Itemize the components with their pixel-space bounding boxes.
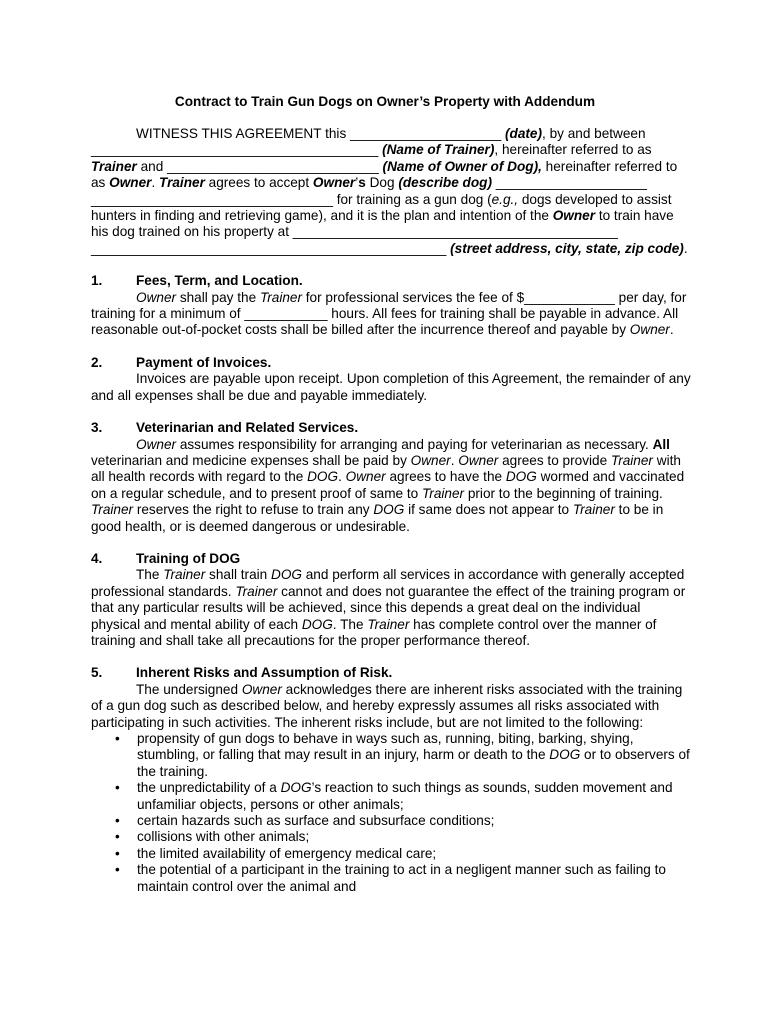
dog-term: DOG <box>549 747 581 763</box>
bullet-icon: • <box>115 813 120 829</box>
list-item <box>91 846 691 862</box>
text-run: . <box>450 452 459 468</box>
intro-text: ____________________ ________________________________ for training as a gun dog ( <box>91 175 647 207</box>
section-payment <box>91 355 691 404</box>
section-heading <box>91 355 691 371</box>
bullet-icon: • <box>115 862 120 878</box>
trainer-term: Trainer <box>235 583 278 599</box>
trainer-term: Trainer <box>422 485 465 501</box>
section-heading <box>91 551 691 567</box>
trainer-term: Trainer <box>259 289 302 305</box>
text-run: . <box>338 469 346 485</box>
owner-term: Owner <box>629 322 670 338</box>
section-text: Invoices are payable upon receipt. Upon completion of this Agreement, the remainder of any and all expenses shall be due and payable immediately. <box>91 371 691 403</box>
text-run: if same does not appear to <box>404 502 573 518</box>
intro-text: . <box>151 175 160 191</box>
trainer-term: Trainer <box>159 175 205 191</box>
trainer-name-label: (Name of Trainer) <box>382 142 495 158</box>
trainer-term: Trainer <box>367 616 410 632</box>
section-heading <box>91 420 691 436</box>
section-number: 5. <box>91 665 103 681</box>
text-run: agrees to have the <box>385 469 506 485</box>
section-title: Payment of Invoices. <box>136 354 272 370</box>
date-field-label: (date) <box>505 126 543 141</box>
owner-name-label: (Name of Owner of Dog), <box>382 158 542 174</box>
intro-text: WITNESS THIS AGREEMENT this ____________________ <box>136 126 505 141</box>
section-title: Veterinarian and Related Services. <box>136 420 359 436</box>
text-run: wormed and vaccinated on a regular schedule, and to present proof of same to <box>91 469 685 501</box>
text-run: ’s reaction to such things as sounds, sudden movement and unfamiliar objects, persons or other animals; <box>137 780 673 812</box>
intro-text: dogs developed to assist hunters in finding and retrieving game), and it is the plan and intention of the <box>91 191 672 224</box>
intro-text: , hereinafter referred to as <box>494 142 652 158</box>
owner-term: Owner <box>410 452 451 468</box>
intro-text: e.g., <box>491 191 519 207</box>
text-run: cannot and does not guarantee the effect of the training program or that any particular results will be achieved, since this depends a great deal on the individual physical and mental ability of each <box>91 583 686 632</box>
intro-text: Dog <box>365 175 399 191</box>
text-run: collisions with other animals; <box>137 829 310 845</box>
section-heading <box>91 665 691 681</box>
owner-term: Owner <box>312 175 356 191</box>
owner-term: Owner <box>136 436 177 452</box>
text-run: to be in good health, or is deemed dangerous or undesirable. <box>91 502 664 534</box>
section-text <box>91 437 691 535</box>
document-body <box>91 126 691 895</box>
section-text <box>91 290 691 339</box>
owner-term: Owner <box>136 289 177 305</box>
text-run: certain hazards such as surface and subsurface conditions; <box>137 813 495 829</box>
text-run: reserves the right to refuse to train any <box>133 502 374 518</box>
section-title: Inherent Risks and Assumption of Risk. <box>136 665 393 681</box>
trainer-term: Trainer <box>572 502 615 518</box>
list-item <box>91 829 691 845</box>
list-item <box>91 813 691 829</box>
intro-text: hereinafter referred to as <box>91 158 678 191</box>
section-text <box>91 567 691 649</box>
document-title: Contract to Train Gun Dogs on Owner’s Property with Addendum <box>174 94 596 109</box>
text-run: has complete control over the manner of training and shall take all precautions for the proper performance thereof. <box>91 616 657 648</box>
text-run: All <box>652 436 670 452</box>
text-run: the limited availability of emergency medical care; <box>137 845 437 861</box>
intro-text: ’ <box>355 175 359 191</box>
dog-term: DOG <box>307 469 339 485</box>
dog-term: DOG <box>280 780 312 796</box>
owner-term: Owner <box>345 469 386 485</box>
text-run: The undersigned <box>136 681 242 697</box>
section-training <box>91 551 691 649</box>
dog-term: DOG <box>505 469 537 485</box>
text-run: assumes responsibility for arranging and paying for veterinarian as necessary. <box>176 436 653 452</box>
section-title: Training of DOG <box>136 550 241 566</box>
text-run: . <box>669 322 674 338</box>
text-run: propensity of gun dogs to behave in ways such as, running, biting, barking, shying, stumbling, or falling that may result in an injury, harm or death to the <box>137 731 634 763</box>
text-run: with all health records with regard to the <box>91 452 681 485</box>
text-run: . The <box>332 616 368 632</box>
bullet-icon: • <box>115 780 120 796</box>
section-veterinarian <box>91 420 691 535</box>
section-number: 4. <box>91 550 103 566</box>
section-number: 1. <box>91 273 103 289</box>
text-run: agrees to provide <box>498 452 611 468</box>
intro-paragraph <box>91 126 691 257</box>
section-fees <box>91 273 691 339</box>
text-run: prior to the beginning of training. <box>464 485 663 501</box>
section-risks <box>91 665 691 895</box>
describe-dog-label: (describe dog) <box>398 175 492 191</box>
bullet-icon: • <box>115 845 120 861</box>
trainer-term: Trainer <box>163 567 206 583</box>
bullet-icon: • <box>115 731 120 746</box>
list-item <box>91 731 691 780</box>
text-run: and perform all services in accordance with generally accepted professional standards. <box>91 567 685 599</box>
section-heading <box>91 273 691 289</box>
text-run: the potential of a participant in the training to act in a negligent manner such as failing to maintain control over the animal and <box>137 862 666 894</box>
address-label: (street address, city, state, zip code) <box>450 240 684 256</box>
dog-term: DOG <box>301 616 333 632</box>
text-run: the unpredictability of a <box>137 780 281 796</box>
owner-term: Owner <box>241 681 282 697</box>
section-number: 3. <box>91 420 103 436</box>
bullet-icon: • <box>115 829 120 845</box>
owner-term: Owner <box>552 208 596 224</box>
risk-list <box>91 731 691 895</box>
intro-text: . <box>683 240 688 256</box>
text-run: or to observers of the training. <box>137 747 690 779</box>
intro-text: to train have his dog trained on his property at ___________________________________________ _______________________________________________ <box>91 208 674 256</box>
owner-term: Owner <box>109 175 152 191</box>
text-run: veterinarian and medicine expenses shall be paid by <box>91 452 411 468</box>
text-run: for professional services the fee of $____________ per day, for training for a minimum of ___________ hours. All fees for training shall be payable in advance. All reasonable out-of-pocket costs shall be billed after the incurrence thereof and payable by <box>91 289 687 338</box>
section-number: 2. <box>91 354 103 370</box>
intro-text: and ____________________________ <box>136 158 383 174</box>
dog-term: DOG <box>373 502 405 518</box>
text-run: The <box>136 567 164 583</box>
intro-text: s <box>358 175 366 191</box>
intro-text: , by and between ______________________________________ <box>91 126 646 158</box>
trainer-term: Trainer <box>91 502 134 518</box>
text-run: acknowledges there are inherent risks associated with the training of a gun dog such as described below, and hereby expressly assumes all risks associated with participating in such activities. The inherent risks include, but are not limited to the following: <box>91 681 683 730</box>
intro-text: agrees to accept <box>204 175 313 191</box>
list-item <box>91 780 691 813</box>
section-title: Fees, Term, and Location. <box>136 273 303 289</box>
trainer-term: Trainer <box>610 452 653 468</box>
dog-term: DOG <box>271 567 302 583</box>
trainer-term: Trainer <box>91 158 137 174</box>
list-item <box>91 862 691 895</box>
owner-term: Owner <box>458 452 499 468</box>
text-run: shall pay the <box>176 289 260 305</box>
section-text <box>91 682 691 731</box>
text-run: shall train <box>205 567 271 583</box>
